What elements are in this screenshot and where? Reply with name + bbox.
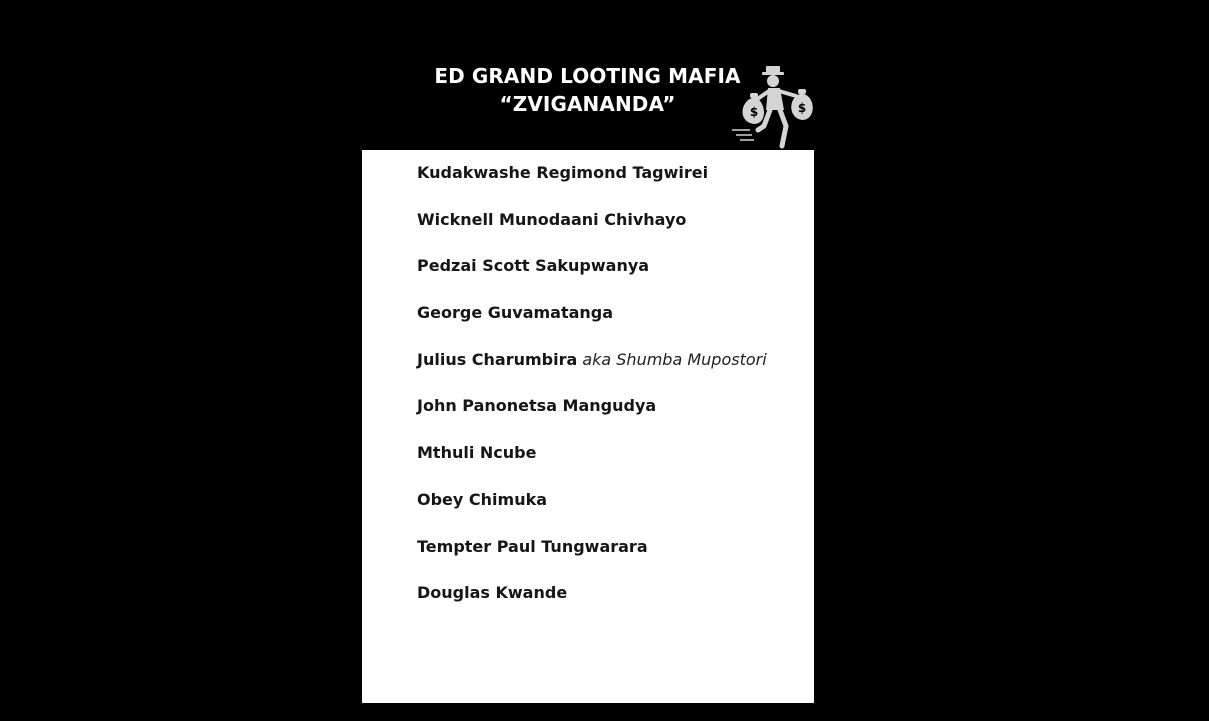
list-item xyxy=(417,489,807,536)
list-item xyxy=(417,255,807,302)
list-item xyxy=(417,395,807,442)
title-line-1: ED GRAND LOOTING MAFIA xyxy=(434,64,741,88)
person-alias: aka Shumba Mupostori xyxy=(582,349,767,369)
person-name: Wicknell Munodaani Chivhayo xyxy=(417,209,687,229)
list-item xyxy=(417,442,807,489)
person-name: Douglas Kwande xyxy=(417,583,568,603)
person-name: Mthuli Ncube xyxy=(417,443,537,463)
list-item xyxy=(417,302,807,349)
person-name: Tempter Paul Tungwarara xyxy=(417,536,648,556)
list-item xyxy=(417,349,807,396)
person-name: Julius Charumbira xyxy=(417,349,578,369)
person-name: Pedzai Scott Sakupwanya xyxy=(417,256,650,276)
list-item xyxy=(417,536,807,583)
person-name: George Guvamatanga xyxy=(417,303,614,323)
person-name: Kudakwashe Regimond Tagwirei xyxy=(417,163,709,182)
list-item xyxy=(417,209,807,256)
person-name: Obey Chimuka xyxy=(417,489,548,509)
list-item xyxy=(417,162,807,209)
name-list xyxy=(417,162,807,629)
names-panel xyxy=(362,150,814,703)
page-title xyxy=(425,62,750,118)
person-name: John Panonetsa Mangudya xyxy=(417,396,657,416)
bag-symbol-left: $ xyxy=(749,105,759,119)
thief-with-money-bags-icon xyxy=(728,60,824,152)
list-item xyxy=(417,582,807,629)
title-line-2: “ZVIGANANDA” xyxy=(499,92,676,116)
bag-symbol-right: $ xyxy=(797,101,807,115)
